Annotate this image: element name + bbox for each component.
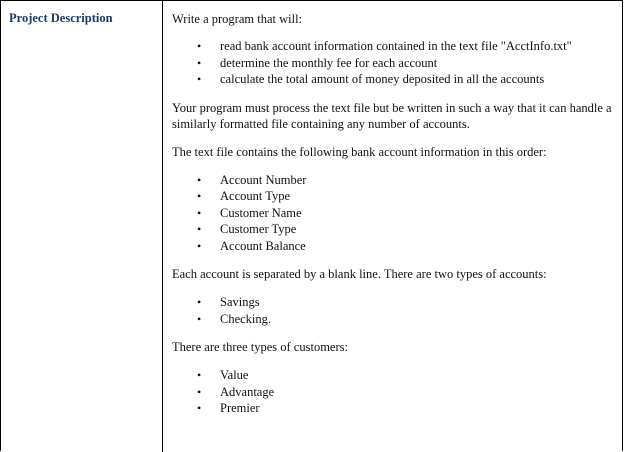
list-item: • Account Number	[197, 172, 307, 187]
bullet-icon: •	[197, 401, 202, 415]
list-item: • Advantage	[197, 384, 275, 399]
list-item: • Checking.	[197, 311, 272, 326]
process-note: Your program must process the text file but be written in such a way that it can handle a similarly formatted file containing any number of accounts.	[172, 100, 612, 131]
bullet-icon: •	[197, 205, 202, 220]
bullet-icon: •	[197, 295, 202, 309]
project-description-content	[172, 11, 612, 417]
bullet-icon: •	[197, 172, 202, 187]
intro-text: Write a program that will:	[172, 12, 303, 26]
list-item: • Premier	[197, 401, 260, 415]
field-list	[172, 172, 612, 255]
account-types-intro: Each account is separated by a blank line. There are two types of accounts:	[172, 267, 547, 281]
bullet-icon: •	[197, 238, 202, 253]
bullet-icon: •	[197, 39, 202, 53]
bullet-icon: •	[197, 72, 202, 86]
task-list	[172, 38, 612, 88]
list-item: • read bank account information contained in the text file "AcctInfo.txt"	[197, 39, 572, 53]
list-item: • Customer Name	[197, 205, 302, 220]
bullet-icon: •	[197, 368, 202, 382]
list-item: • Value	[197, 368, 249, 382]
list-item: • determine the monthly fee for each account	[197, 55, 438, 70]
list-item: • Account Type	[197, 189, 291, 203]
account-type-list	[172, 294, 612, 327]
bullet-icon: •	[197, 384, 202, 399]
list-item: • Savings	[197, 295, 260, 309]
list-item: • Customer Type	[197, 222, 297, 236]
bullet-icon: •	[197, 311, 202, 326]
customer-type-list	[172, 367, 612, 417]
bullet-icon: •	[197, 55, 202, 70]
fields-intro: The text file contains the following bank account information in this order:	[172, 144, 547, 159]
bullet-icon: •	[197, 189, 202, 203]
project-description-label: Project Description	[9, 11, 113, 25]
list-item: • calculate the total amount of money deposited in all the accounts	[197, 72, 545, 86]
list-item: • Account Balance	[197, 238, 306, 253]
customer-types-intro: There are three types of customers:	[172, 340, 348, 354]
column-divider	[162, 1, 163, 452]
bullet-icon: •	[197, 222, 202, 236]
